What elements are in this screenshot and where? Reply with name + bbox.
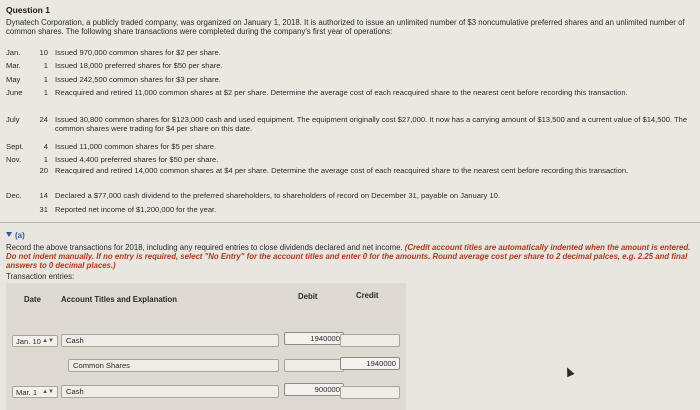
txn-text: Issued 970,000 common shares for $2 per share.	[55, 48, 221, 57]
txn-month: Mar.	[6, 61, 21, 70]
credit-input[interactable]	[340, 334, 400, 347]
debit-input[interactable]: 1940000	[284, 332, 344, 345]
question-intro: Dynatech Corporation, a publicly traded company, was organized on January 1, 2018. It is authorized to issue an unlimited number of $3 noncumulative preferred shares and an unlimited number of common shares. The following share transactions were completed during the company's first year of operations:	[6, 18, 685, 36]
txn-day: 31	[39, 205, 48, 214]
txn-day: 4	[43, 142, 48, 151]
txn-text: Reacquired and retired 14,000 common shares at $4 per share. Determine the average cost of each reacquired share to the nearest cent before recording this transaction.	[55, 166, 629, 175]
txn-month: Sept.	[6, 142, 24, 151]
txn-month: June	[6, 88, 23, 97]
account-title-input[interactable]: Cash	[61, 385, 279, 398]
txn-month: Dec.	[6, 191, 22, 200]
txn-day: 20	[39, 166, 48, 175]
txn-month: Jan.	[6, 48, 21, 57]
credit-input[interactable]	[340, 386, 400, 399]
header-credit: Credit	[356, 291, 379, 300]
part-a-toggle[interactable]	[6, 231, 25, 240]
txn-text: Issued 11,000 common shares for $5 per share.	[55, 142, 217, 151]
entries-label: Transaction entries:	[6, 272, 75, 281]
collapse-triangle-icon	[6, 232, 12, 237]
debit-input[interactable]: 900000	[284, 383, 344, 396]
txn-day: 14	[39, 191, 48, 200]
date-value: Jan. 10	[16, 337, 41, 346]
instructions-emphasis: (Credit account titles are automatically indented when the amount is entered. Do not indent manually. If no entry is required, select "No Entry" for the account titles and enter 0 for the amounts. Round average cost per share to 2 decimal palces, e.g. 2.25 and final answers to 0 decimal places.)	[6, 243, 691, 270]
txn-text: Issued 18,000 preferred shares for $50 per share.	[55, 61, 223, 70]
date-select[interactable]	[12, 386, 58, 398]
txn-text: Issued 30,800 common shares for $123,000 cash and used equipment. The equipment originally cost $27,000. It now has a carrying amount of $13,500 and a current value of $14,500. The common shares were trading for $4 per share on this date.	[55, 115, 688, 133]
part-a-panel	[0, 223, 700, 410]
txn-day: 24	[39, 115, 48, 124]
date-select[interactable]	[12, 335, 58, 347]
part-a-label: (a)	[15, 231, 25, 240]
part-a-instructions	[6, 243, 694, 270]
account-title-input[interactable]: Cash	[61, 334, 279, 347]
account-title-input[interactable]: Common Shares	[68, 359, 279, 372]
header-date: Date	[24, 295, 41, 304]
journal-entry-table	[6, 283, 406, 410]
header-account: Account Titles and Explanation	[61, 295, 177, 304]
debit-input[interactable]	[284, 359, 344, 372]
txn-day: 1	[43, 155, 48, 164]
txn-text: Reported net income of $1,200,000 for the year.	[55, 205, 217, 214]
credit-input[interactable]: 1940000	[340, 357, 400, 370]
header-debit: Debit	[298, 292, 318, 301]
txn-text: Reacquired and retired 11,000 common shares at $2 per share. Determine the average cost of each reacquired share to the nearest cent before recording this transaction.	[55, 88, 628, 97]
txn-month: Nov.	[6, 155, 22, 164]
txn-day: 1	[43, 61, 48, 70]
txn-day: 10	[39, 48, 48, 57]
txn-text: Issued 242,500 common shares for $3 per share.	[55, 75, 221, 84]
txn-text: Issued 4,400 preferred shares for $50 per share.	[55, 155, 219, 164]
txn-day: 1	[43, 75, 48, 84]
question-title: Question 1	[6, 5, 50, 15]
txn-month: July	[6, 115, 20, 124]
txn-text: Declared a $77,000 cash dividend to the preferred shareholders, to shareholders of record on December 31, payable on January 10.	[55, 191, 500, 200]
txn-day: 1	[43, 88, 48, 97]
txn-month: May	[6, 75, 21, 84]
select-arrows-icon: ▲▼	[42, 338, 54, 344]
select-arrows-icon: ▲▼	[42, 389, 54, 395]
instructions-plain: Record the above transactions for 2018, including any required entries to close dividends declared and net income.	[6, 243, 403, 252]
date-value: Mar. 1	[16, 388, 38, 397]
